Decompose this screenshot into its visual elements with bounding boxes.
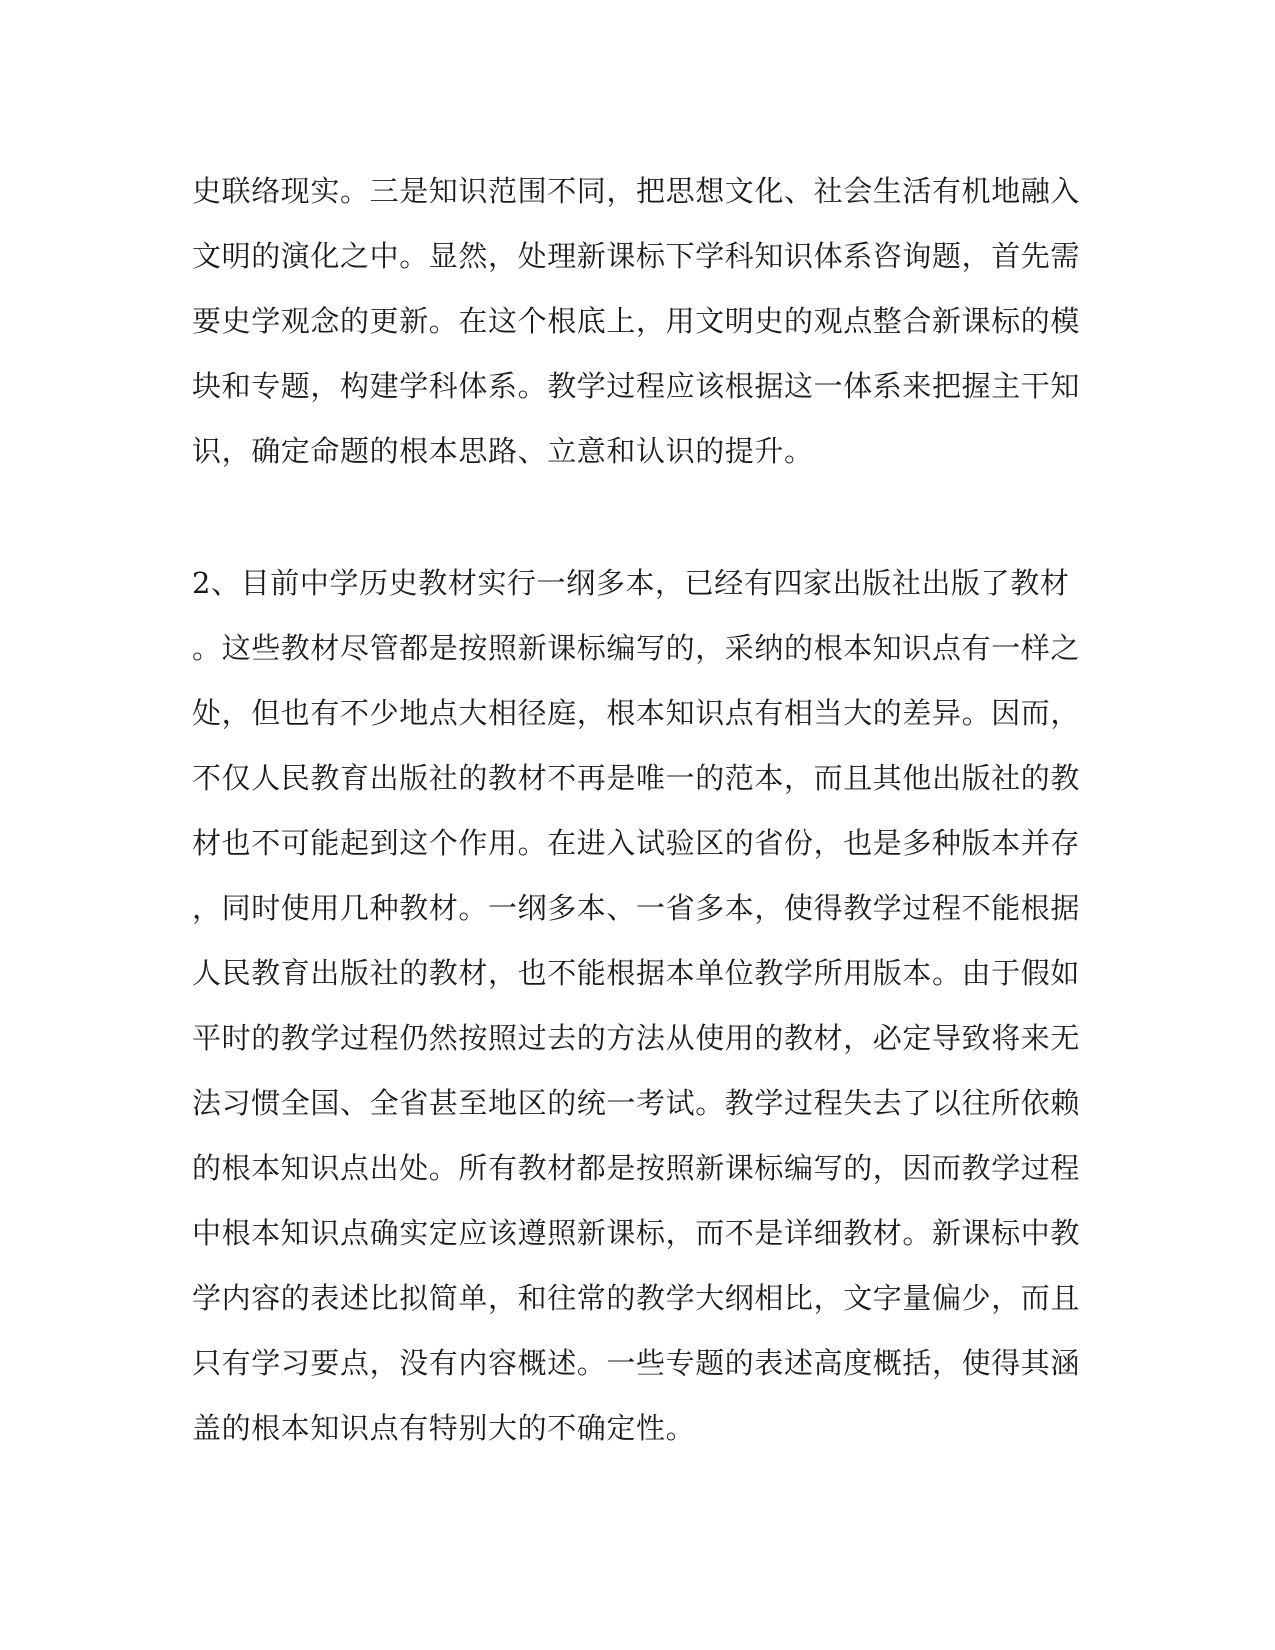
text-line: 中根本知识点确实定应该遵照新课标，而不是详细教材。新课标中教 — [192, 1216, 1081, 1250]
text-line: 的根本知识点出处。所有教材都是按照新课标编写的，因而教学过程 — [192, 1151, 1081, 1185]
text-line: 史联络现实。三是知识范围不同，把思想文化、社会生活有机地融入 — [192, 174, 1081, 208]
text-line: 识，确定命题的根本思路、立意和认识的提升。 — [192, 434, 814, 468]
paragraph-2 — [192, 551, 1081, 1461]
text-line: ，同时使用几种教材。一纲多本、一省多本，使得教学过程不能根据 — [192, 891, 1081, 925]
text-line: 2、目前中学历史教材实行一纲多本，已经有四家出版社出版了教材 — [192, 566, 1070, 600]
text-line: 处，但也有不少地点大相径庭，根本知识点有相当大的差异。因而， — [192, 696, 1081, 730]
text-line: 平时的教学过程仍然按照过去的方法从使用的教材，必定导致将来无 — [192, 1021, 1081, 1055]
text-line: 只有学习要点，没有内容概述。一些专题的表述高度概括，使得其涵 — [192, 1346, 1081, 1380]
text-line: 。这些教材尽管都是按照新课标编写的，采纳的根本知识点有一样之 — [192, 631, 1081, 665]
text-line: 学内容的表述比拟简单，和往常的教学大纲相比，文字量偏少，而且 — [192, 1281, 1081, 1315]
text-line: 要史学观念的更新。在这个根底上，用文明史的观点整合新课标的模 — [192, 304, 1081, 338]
text-line: 块和专题，构建学科体系。教学过程应该根据这一体系来把握主干知 — [192, 369, 1081, 403]
text-line: 文明的演化之中。显然，处理新课标下学科知识体系咨询题，首先需 — [192, 239, 1081, 273]
text-line: 不仅人民教育出版社的教材不再是唯一的范本，而且其他出版社的教 — [192, 761, 1081, 795]
text-line: 法习惯全国、全省甚至地区的统一考试。教学过程失去了以往所依赖 — [192, 1086, 1081, 1120]
text-line: 人民教育出版社的教材，也不能根据本单位教学所用版本。由于假如 — [192, 956, 1081, 990]
text-line: 盖的根本知识点有特别大的不确定性。 — [192, 1411, 696, 1445]
text-line: 材也不可能起到这个作用。在进入试验区的省份，也是多种版本并存 — [192, 826, 1081, 860]
paragraph-1 — [192, 159, 1081, 484]
